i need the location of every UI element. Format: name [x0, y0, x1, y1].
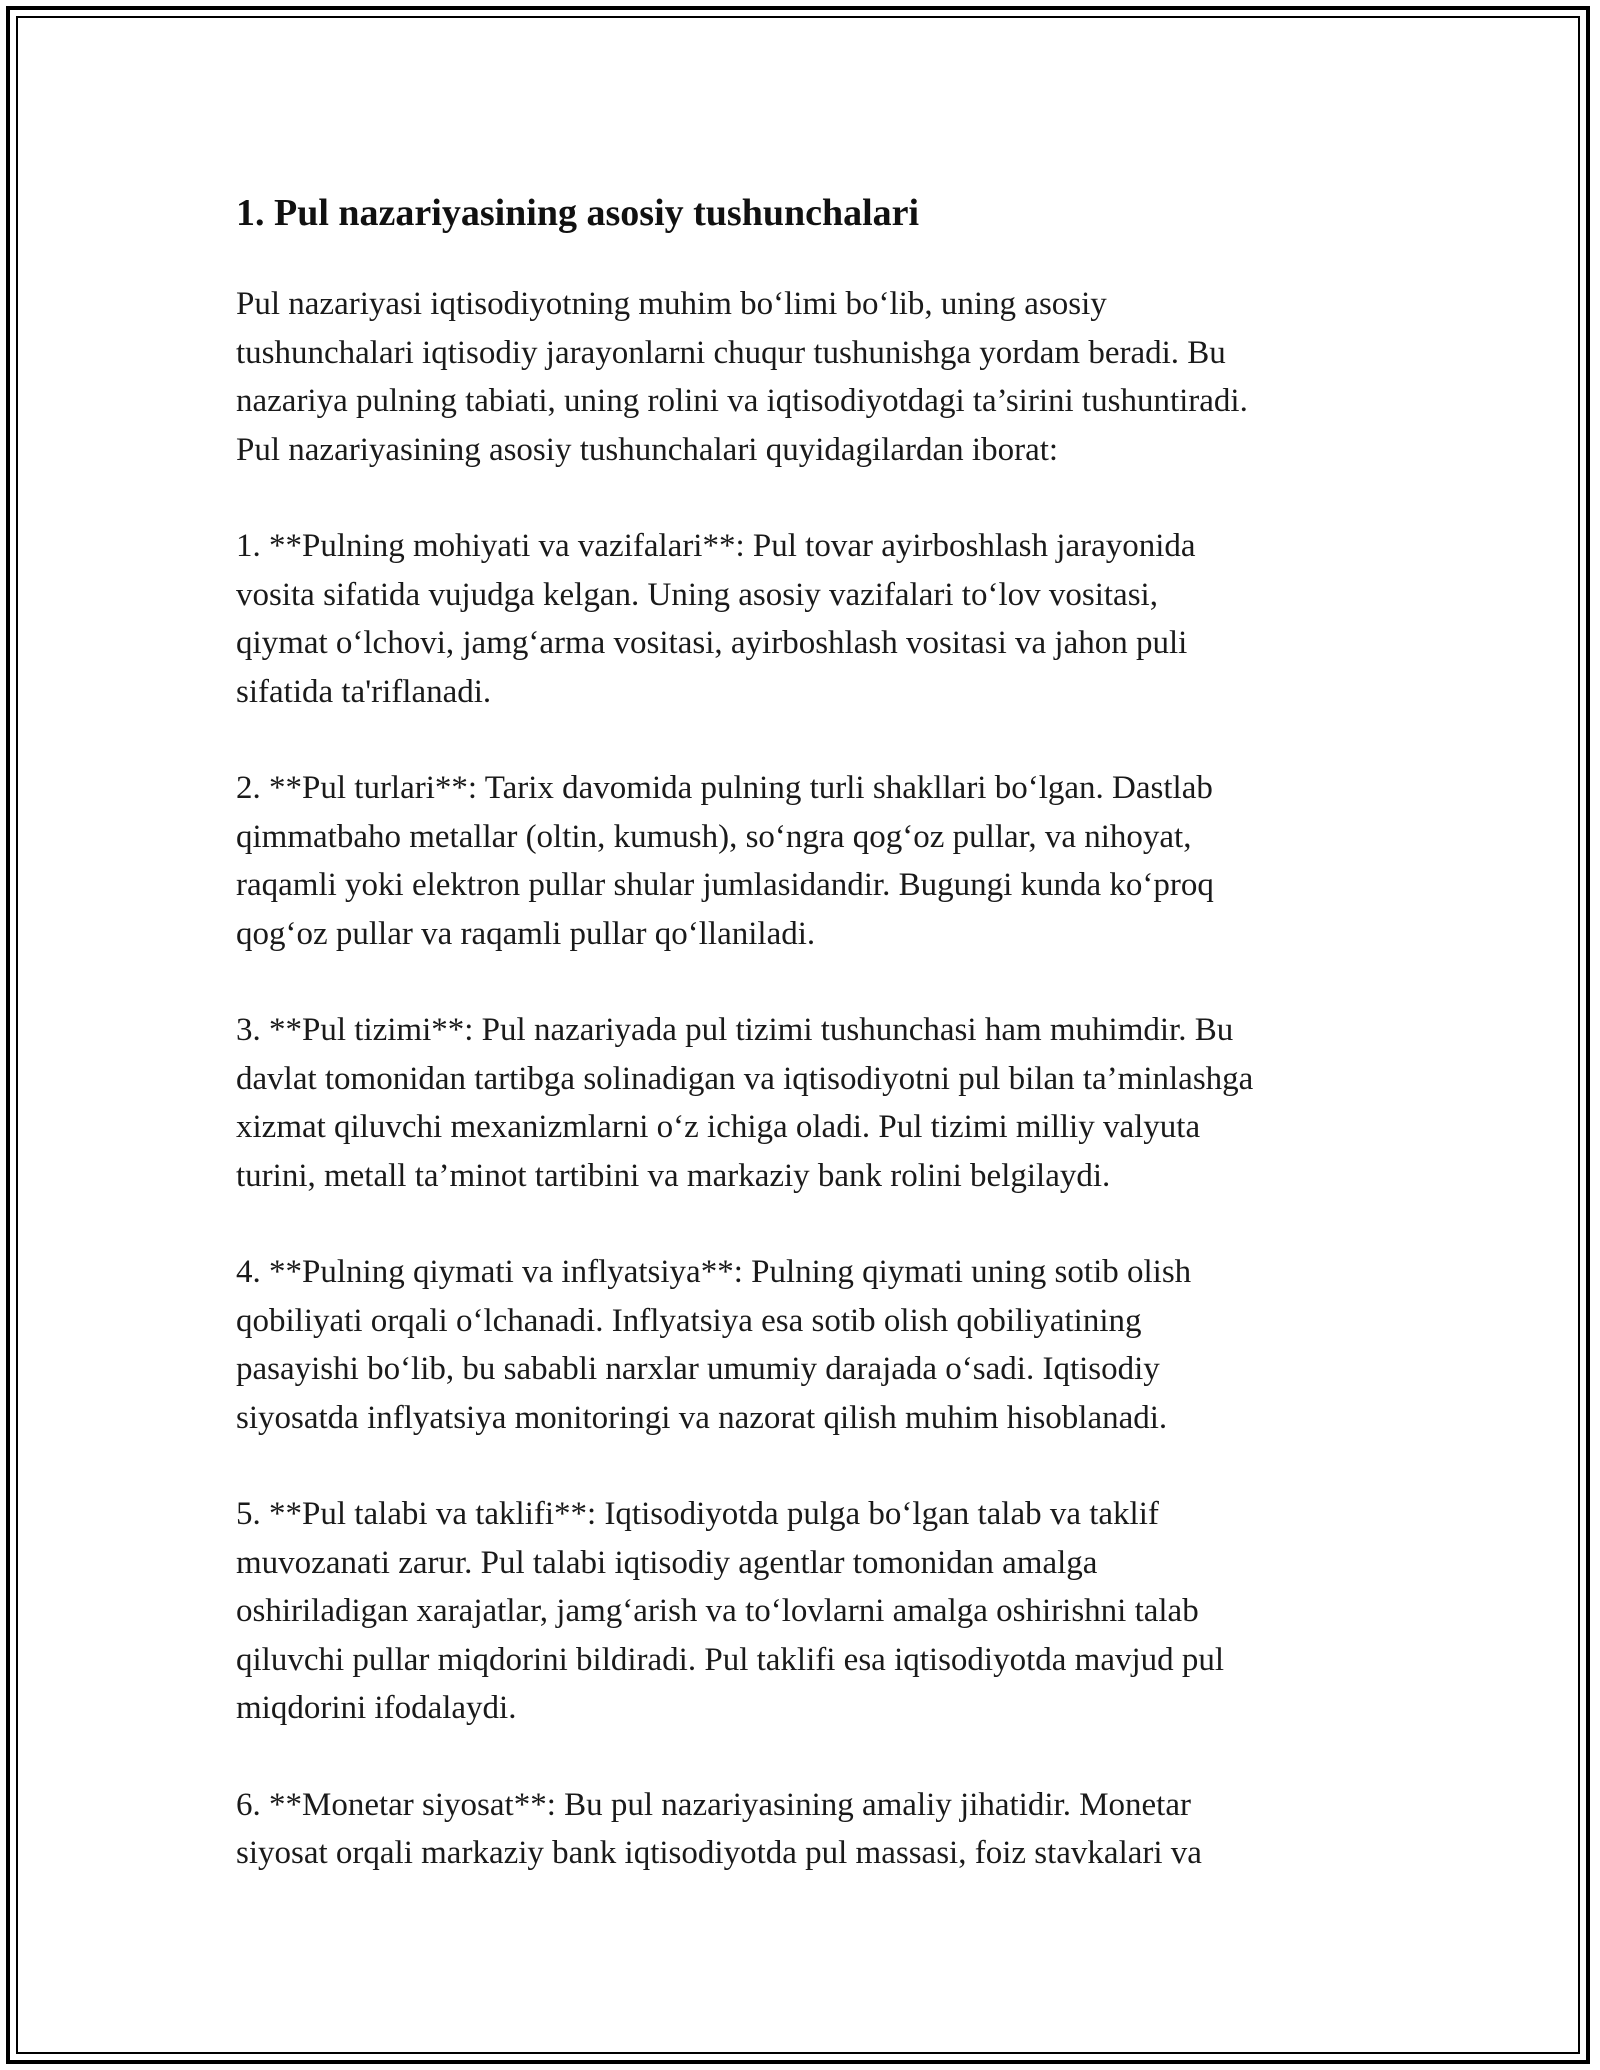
text-line: xizmat qiluvchi mexanizmlarni o‘z ichiga oladi. Pul tizimi milliy valyuta: [236, 1109, 1201, 1145]
text-line: tushunchalari iqtisodiy jarayonlarni chuqur tushunishga yordam beradi. Bu: [236, 334, 1226, 371]
list-item-pul-turlari: [236, 764, 1376, 958]
text-line: Pul nazariyasining asosiy tushunchalari quyidagilardan iborat:: [236, 431, 1059, 468]
text-line: siyosatda inflyatsiya monitoringi va nazorat qilish muhim hisoblanadi.: [236, 1399, 1168, 1436]
text-line: vosita sifatida vujudga kelgan. Uning asosiy vazifalari to‘lov vositasi,: [236, 576, 1158, 613]
text-line: nazariya pulning tabiati, uning rolini va iqtisodiyotdagi ta’sirini tushuntiradi.: [236, 383, 1248, 419]
text-line: 3. **Pul tizimi**: Pul nazariyada pul tizimi tushunchasi ham muhimdir. Bu: [236, 1012, 1234, 1048]
text-line: Pul nazariyasi iqtisodiyotning muhim bo‘limi bo‘lib, uning asosiy: [236, 286, 1107, 322]
list-item-pulning-mohiyati: [236, 522, 1376, 716]
list-item-monetar-siyosat: [236, 1781, 1376, 1878]
text-line: qimmatbaho metallar (oltin, kumush), so‘ngra qog‘oz pullar, va nihoyat,: [236, 818, 1192, 855]
document-title: 1. Pul nazariyasining asosiy tushunchalari: [236, 192, 920, 234]
text-line: turini, metall ta’minot tartibini va markaziy bank rolini belgilaydi.: [236, 1157, 1111, 1194]
text-line: muvozanati zarur. Pul talabi iqtisodiy agentlar tomonidan amalga: [236, 1544, 1098, 1581]
document-page: [236, 190, 1376, 1926]
text-line: qiluvchi pullar miqdorini bildiradi. Pul taklifi esa iqtisodiyotda mavjud pul: [236, 1641, 1225, 1678]
text-line: 2. **Pul turlari**: Tarix davomida pulning turli shakllari bo‘lgan. Dastlab: [236, 770, 1213, 806]
text-line: 5. **Pul talabi va taklifi**: Iqtisodiyotda pulga bo‘lgan talab va taklif: [236, 1496, 1159, 1532]
list-item-pul-tizimi: [236, 1006, 1376, 1200]
text-line: qog‘oz pullar va raqamli pullar qo‘llaniladi.: [236, 915, 816, 952]
text-line: oshiriladigan xarajatlar, jamg‘arish va to‘lovlarni amalga oshirishni talab: [236, 1593, 1199, 1629]
text-line: 6. **Monetar siyosat**: Bu pul nazariyasining amaliy jihatidir. Monetar: [236, 1786, 1191, 1823]
text-line: pasayishi bo‘lib, bu sababli narxlar umumiy darajada o‘sadi. Iqtisodiy: [236, 1351, 1160, 1387]
text-line: sifatida ta'riflanadi.: [236, 673, 492, 710]
text-line: miqdorini ifodalaydi.: [236, 1690, 517, 1726]
text-line: 4. **Pulning qiymati va inflyatsiya**: Pulning qiymati uning sotib olish: [236, 1254, 1192, 1290]
text-line: davlat tomonidan tartibga solinadigan va iqtisodiyotni pul bilan ta’minlashga: [236, 1060, 1254, 1097]
intro-paragraph: [236, 280, 1376, 474]
text-line: raqamli yoki elektron pullar shular jumlasidandir. Bugungi kunda ko‘proq: [236, 867, 1214, 903]
text-line: 1. **Pulning mohiyati va vazifalari**: Pul tovar ayirboshlash jarayonida: [236, 528, 1196, 564]
list-item-pulning-qiymati: [236, 1248, 1376, 1442]
text-line: siyosat orqali markaziy bank iqtisodiyotda pul massasi, foiz stavkalari va: [236, 1835, 1202, 1871]
text-line: qobiliyati orqali o‘lchanadi. Inflyatsiya esa sotib olish qobiliyatining: [236, 1302, 1142, 1339]
list-item-pul-talabi: [236, 1490, 1376, 1733]
text-line: qiymat o‘lchovi, jamg‘arma vositasi, ayirboshlash vositasi va jahon puli: [236, 625, 1188, 661]
